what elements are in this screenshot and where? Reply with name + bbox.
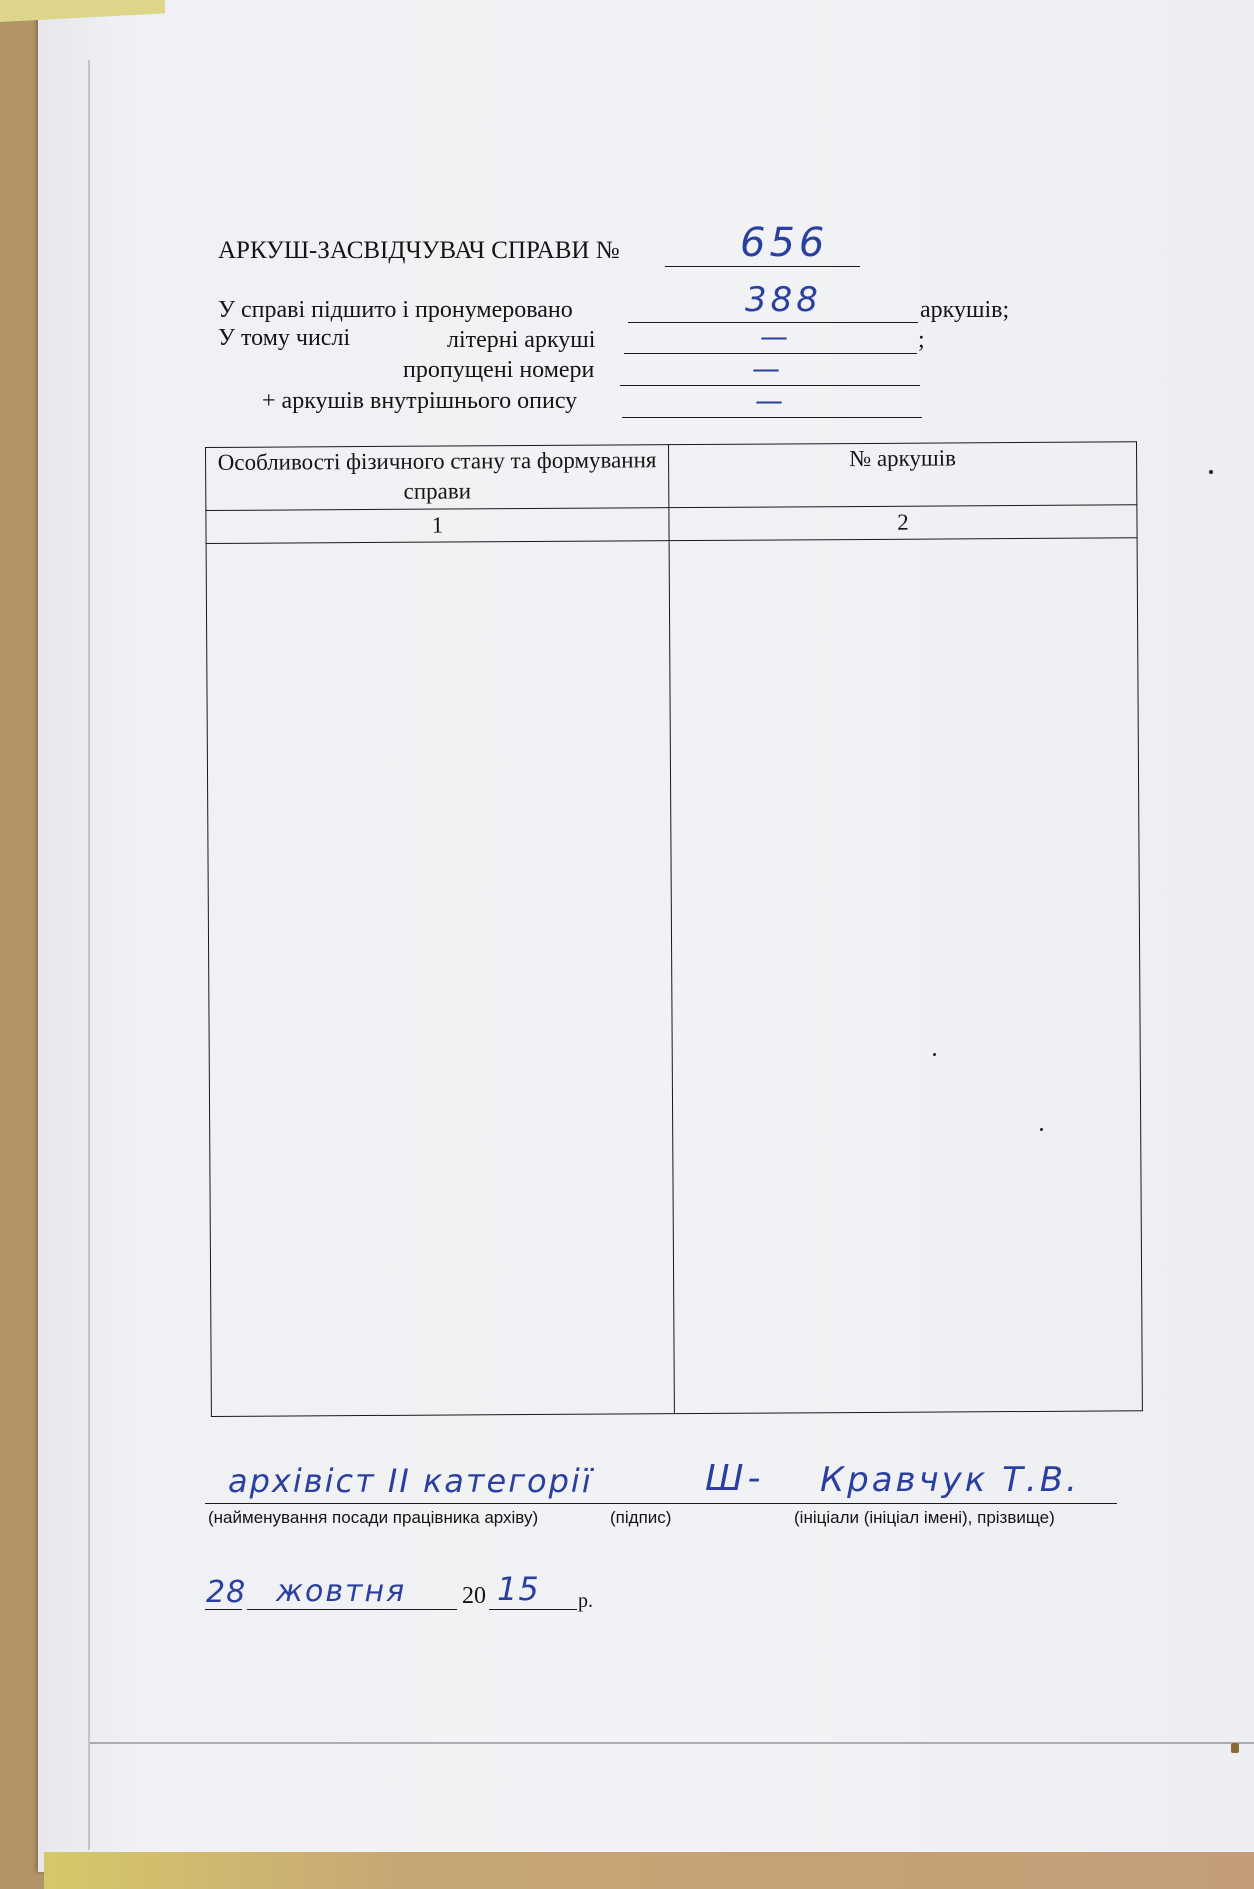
page-title: АРКУШ-ЗАСВІДЧУВАЧ СПРАВИ №: [218, 237, 620, 264]
signature-value: Ш-: [705, 1458, 765, 1499]
date-month-line: [247, 1609, 457, 1610]
tape-bottom: [44, 1852, 1254, 1889]
table-header-row: [206, 442, 1137, 511]
sewn-value: 388: [745, 280, 822, 320]
inner-inventory-value: —: [755, 384, 787, 417]
skipped-numbers-label: пропущені номери: [403, 357, 595, 383]
inner-inventory-label: + аркушів внутрішнього опису: [262, 388, 578, 414]
name-caption: (ініціали (ініціал імені), прізвище): [794, 1508, 1055, 1527]
skipped-numbers-value: —: [752, 352, 784, 385]
including-label: У тому числі: [218, 325, 351, 351]
case-number-value: 656: [740, 220, 829, 266]
scan-speck: [1209, 470, 1213, 474]
column-number-1: 1: [206, 508, 669, 544]
date-suffix: р.: [578, 1590, 593, 1612]
letter-sheets-value: —: [760, 320, 792, 353]
scan-speck: [933, 1053, 936, 1056]
date-year-prefix: 20: [462, 1583, 486, 1609]
date-year-value: 15: [497, 1570, 540, 1608]
sewn-suffix: аркушів;: [920, 297, 1010, 323]
table-cell-condition: [206, 541, 674, 1417]
letter-sheets-suffix: ;: [918, 327, 925, 353]
condition-table: [205, 441, 1143, 1417]
table-row: [206, 538, 1142, 1417]
table-cell-sheet-numbers: [669, 538, 1142, 1414]
name-value: Кравчук Т.В.: [820, 1460, 1080, 1500]
case-number-line: [665, 266, 860, 267]
fold-line: [90, 1742, 1254, 1744]
column-header-sheet-numbers: № аркушів: [668, 442, 1136, 508]
position-caption: (найменування посади працівника архіву): [208, 1508, 539, 1527]
scan-speck: [1040, 1128, 1043, 1131]
sewn-label: У справі підшито і пронумеровано: [218, 297, 573, 323]
signature-caption: (підпис): [610, 1508, 672, 1527]
date-day-value: 28: [206, 1575, 247, 1610]
scan-speck: [1231, 1743, 1239, 1753]
letter-sheets-label: літерні аркуші: [447, 327, 596, 353]
signature-line: [205, 1503, 1117, 1504]
binding-crease: [88, 60, 90, 1850]
date-month-value: жовтня: [276, 1574, 407, 1609]
column-header-condition: Особливості фізичного стану та формування справи: [206, 445, 669, 511]
inner-inventory-line: [622, 417, 922, 418]
position-value: архівіст ІІ категорії: [228, 1462, 593, 1500]
column-number-2: 2: [669, 505, 1137, 541]
date-year-line: [489, 1609, 577, 1610]
